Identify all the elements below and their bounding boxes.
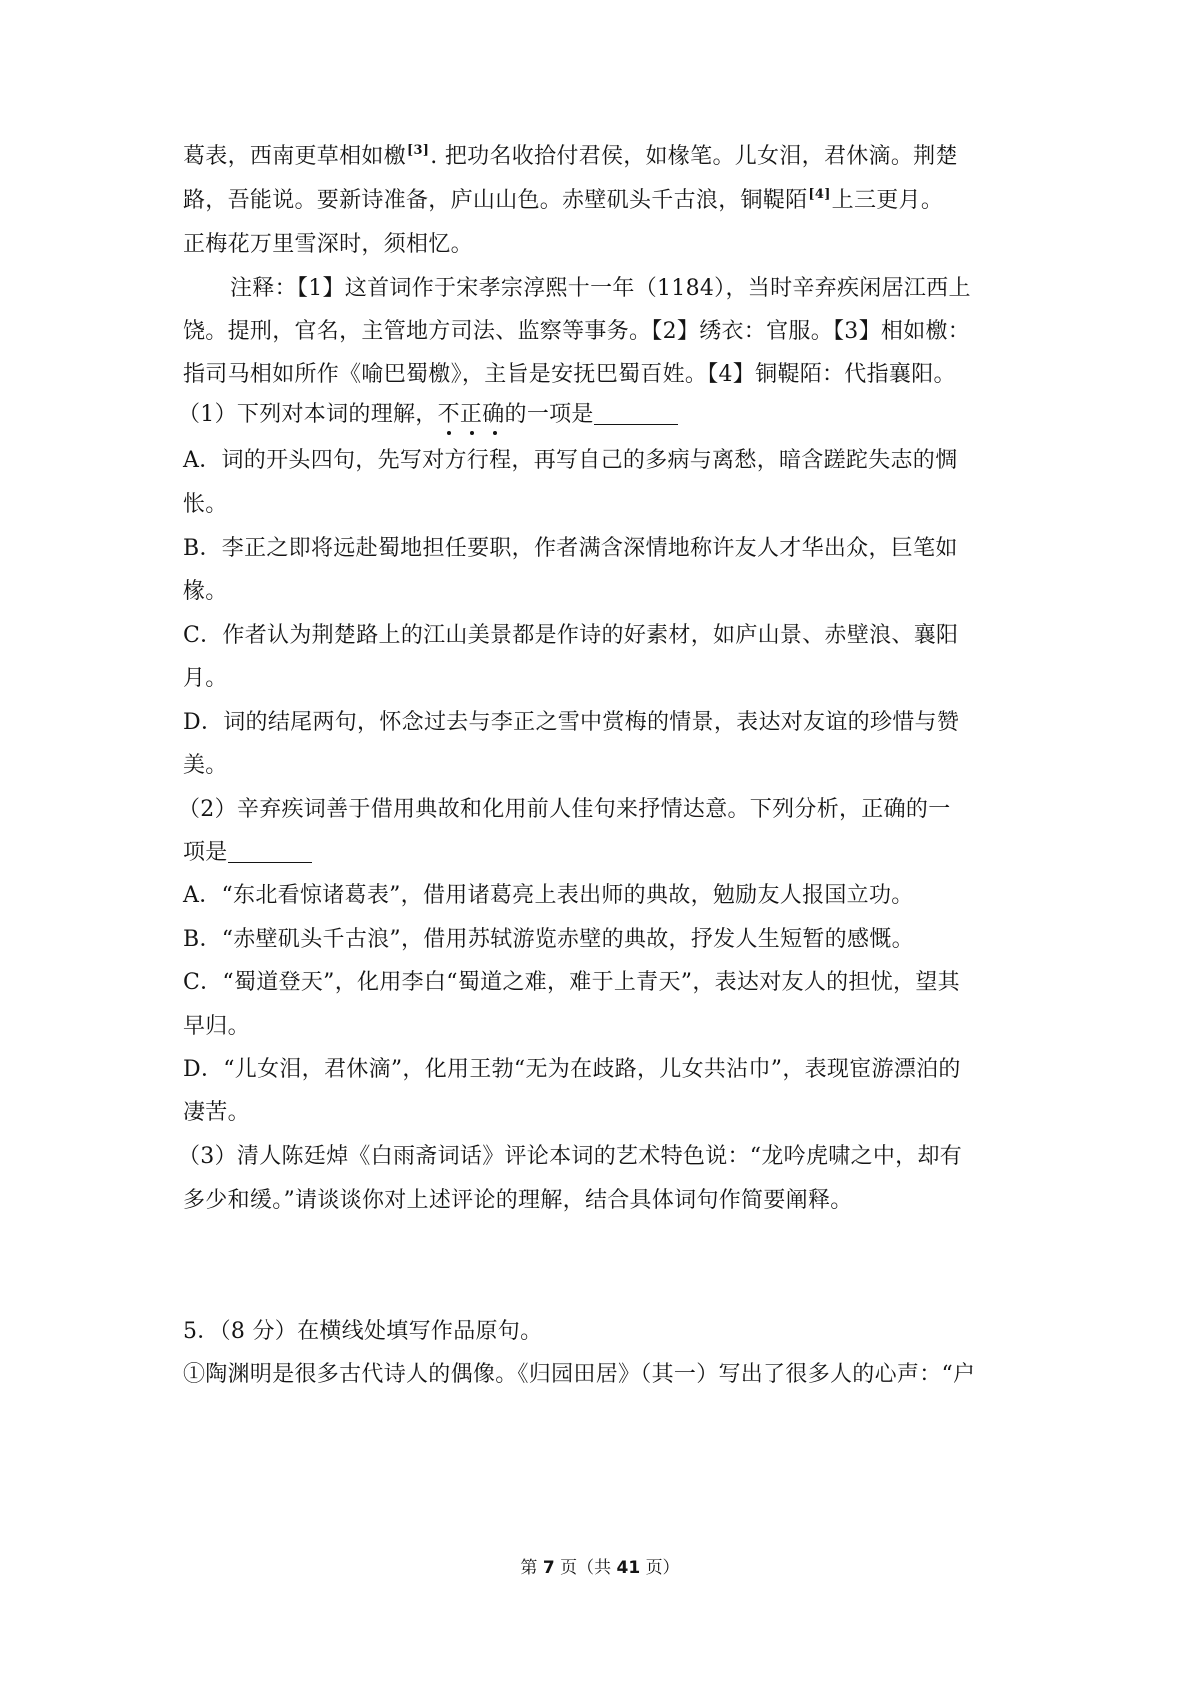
notes-line-2: 饶。提刑，官名，主管地方司法、监察等事务。【2】绣衣：官服。【3】相如檄： [183,319,971,344]
q2-option-d-line-2: 凄苦。 [183,1100,250,1125]
poem-line-1 [183,142,958,172]
emphasis-dot [493,431,497,435]
q1-option-a-line-2: 怅。 [183,492,228,517]
poem-line-2 [183,186,943,216]
answer-blank[interactable] [228,840,312,863]
q3-line-1: （3）清人陈廷焯《白雨斋词话》评论本词的艺术特色说：“龙吟虎啸之中，却有 [178,1144,963,1169]
q1-emphasis [438,402,505,427]
q2-stem-line-2 [183,838,312,868]
q2-option-a: A．“东北看惊诸葛表”，借用诸葛亮上表出师的典故，勉励友人报国立功。 [183,883,914,908]
notes-line-1: 注释：【1】这首词作于宋孝宗淳熙十一年（1184），当时辛弃疾闲居江西上 [230,276,971,301]
q2-option-d-line-1: D．“儿女泪，君休滴”，化用王勃“无为在歧路，儿女共沾巾”，表现宦游漂泊的 [183,1057,961,1082]
q1-stem-text: 的一项是 [504,402,594,427]
footer-text: 第 [520,1558,538,1578]
q1-stem-text: （1）下列对本词的理解， [178,402,438,427]
q1-option-b-line-2: 椽。 [183,579,228,604]
footnote-marker: [3] [407,143,430,158]
q1-emphasis-text: 不正确 [437,402,505,427]
q5-line-1: ①陶渊明是很多古代诗人的偶像。《归园田居》（其一）写出了很多人的心声：“户 [183,1362,976,1387]
q2-stem-line-1: （2）辛弃疾词善于借用典故和化用前人佳句来抒情达意。下列分析，正确的一 [178,797,951,822]
q1-option-a-line-1: A．词的开头四句，先写对方行程，再写自己的多病与离愁，暗含蹉跎失志的惆 [183,448,958,473]
q2-option-b: B．“赤壁矶头千古浪”，借用苏轼游览赤壁的典故，抒发人生短暂的感慨。 [183,927,914,952]
emphasis-dot [470,431,474,435]
footer-text: 页（共 [560,1558,612,1578]
poem-line-3: 正梅花万里雪深时，须相忆。 [183,232,473,257]
poem-text: 葛表，西南更草相如檄 [183,144,407,169]
q2-stem-text: 项是 [183,840,228,865]
q2-option-c-line-2: 早归。 [183,1014,250,1039]
footer-page-number: 7 [542,1558,555,1578]
emphasis-dot [447,431,451,435]
poem-text: 上三更月。 [831,188,944,213]
poem-text: . 把功名收拾付君侯，如椽笔。儿女泪，君休滴。荆楚 [430,144,958,169]
q1-stem [178,400,678,430]
q1-option-d-line-2: 美。 [183,753,228,778]
footer-total-pages: 41 [616,1558,641,1578]
page-footer [0,1553,1200,1578]
footnote-marker: [4] [808,187,831,202]
notes-line-3: 指司马相如所作《喻巴蜀檄》，主旨是安抚巴蜀百姓。【4】铜鞮陌：代指襄阳。 [183,362,956,387]
q1-option-b-line-1: B．李正之即将远赴蜀地担任要职，作者满含深情地称许友人才华出众，巨笔如 [183,536,958,561]
answer-blank[interactable] [594,402,678,425]
footer-text: 页） [645,1558,680,1578]
q3-line-2: 多少和缓。”请谈谈你对上述评论的理解，结合具体词句作简要阐释。 [183,1188,853,1213]
q1-option-d-line-1: D．词的结尾两句，怀念过去与李正之雪中赏梅的情景，表达对友谊的珍惜与赞 [183,710,960,735]
q1-option-c-line-2: 月。 [183,666,228,691]
q5-title: 5．（8 分）在横线处填写作品原句。 [183,1319,543,1344]
q1-option-c-line-1: C．作者认为荆楚路上的江山美景都是作诗的好素材，如庐山景、赤壁浪、襄阳 [183,623,959,648]
q2-option-c-line-1: C．“蜀道登天”，化用李白“蜀道之难，难于上青天”，表达对友人的担忧，望其 [183,970,960,995]
poem-text: 路，吾能说。要新诗准备，庐山山色。赤壁矶头千古浪，铜鞮陌 [183,188,808,213]
